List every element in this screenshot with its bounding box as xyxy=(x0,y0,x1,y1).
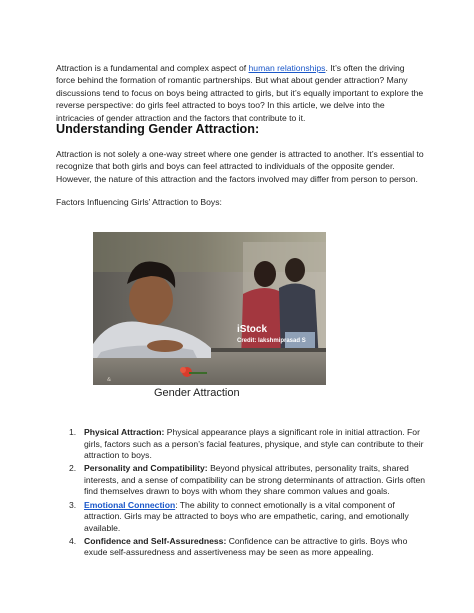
figure-caption: Gender Attraction xyxy=(154,387,240,399)
list-item-text: Physical appearance plays a significant role in initial attraction. For girls, factors such as a person’s facial features, physique, and style can contribute to their attraction to boys. xyxy=(84,427,424,461)
gender-attraction-photo xyxy=(93,232,326,385)
list-number: 2. xyxy=(69,463,77,474)
list-item-title: Confidence and Self-Assuredness: xyxy=(84,535,227,546)
list-item xyxy=(56,536,428,559)
list-item xyxy=(56,427,428,462)
list-item-text: : The ability to connect emotionally is a vital component of attraction. Girls may be attracted to boys who are empathetic, caring, and emotionally available. xyxy=(84,499,409,533)
factors-list xyxy=(56,427,428,561)
human-relationships-link[interactable]: human relationships xyxy=(248,63,326,73)
intro-text-end: . It’s often the driving force behind the formation of romantic partnerships. But what about gender attraction? Many discussions tend to focus on boys being attracted to girls, but it’s equally important to explore the reverse perspective: do girls feel attracted to boys too? In this article, we delve into the intricacies of gender attraction and the factors that contribute to it. xyxy=(56,63,424,123)
list-item-title: Physical Attraction: xyxy=(84,427,165,437)
section-paragraph: Attraction is not solely a one-way street where one gender is attracted to another. It’s essential to recognize that both girls and boys can feel attracted to individuals of the opposite gender. However, the nature of this attraction and the factors involved may differ from person to person. xyxy=(56,149,424,184)
list-item-text: Beyond physical attributes, personality traits, shared interests, and a sense of compatibility can be strong determinants of attraction. Girls often find themselves drawn to boys with whom they share common values and goals. xyxy=(84,463,426,497)
list-item-title: Personality and Compatibility: xyxy=(84,463,208,474)
list-item-text: Confidence can be attractive to girls. Boys who exude self-assuredness and assertiveness may be seen as more appealing. xyxy=(84,535,408,558)
emotional-connection-link[interactable]: Emotional Connection xyxy=(84,499,176,510)
list-item xyxy=(56,500,428,535)
svg-text:&: & xyxy=(107,377,112,383)
credit-text: Credit: lakshmiprasad S xyxy=(237,338,306,344)
intro-text-start: Attraction is a fundamental and complex aspect of xyxy=(56,63,249,73)
watermark-text: iStock xyxy=(237,324,268,335)
list-item xyxy=(56,463,428,498)
list-number: 3. xyxy=(69,499,77,510)
intro-paragraph xyxy=(56,62,424,124)
list-number: 1. xyxy=(69,427,77,437)
factors-label: Factors Influencing Girls’ Attraction to Boys: xyxy=(56,197,222,207)
section-heading: Understanding Gender Attraction: xyxy=(56,122,260,136)
list-number: 4. xyxy=(69,535,77,546)
